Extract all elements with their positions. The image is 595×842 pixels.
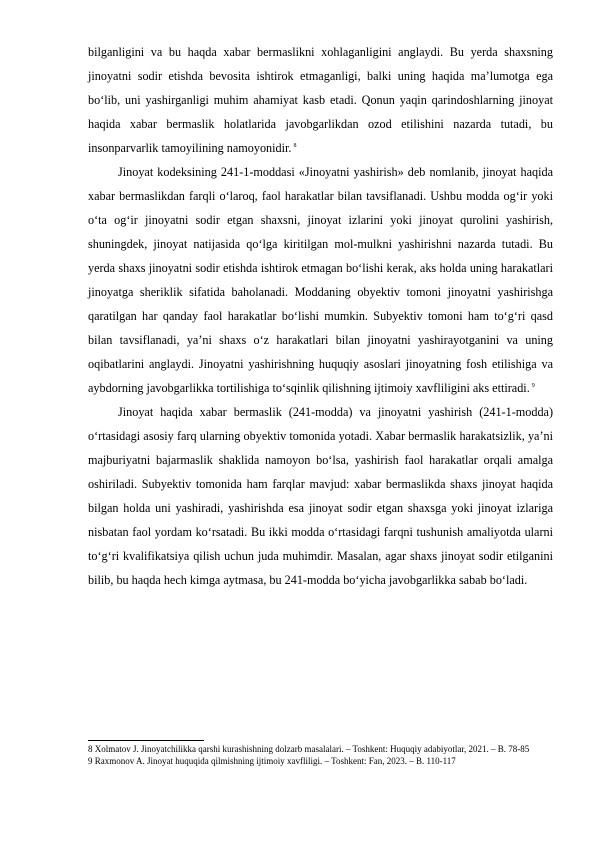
footnote-9: 9 Raxmonov A. Jinoyat huquqida qilmishning ijtimoiy xavfliligi. – Toshkent: Fan, 2023. – B. 110-117 xyxy=(88,756,456,766)
footnotes xyxy=(88,743,553,767)
paragraph-2 xyxy=(88,160,553,400)
paragraph-1 xyxy=(88,40,553,160)
footnote-8: 8 Xolmatov J. Jinoyatchilikka qarshi kurashishning dolzarb masalalari. – Toshkent: Huquqiy adabiyotlar, 2021. – B. 78-85 xyxy=(88,744,530,754)
footnote-divider xyxy=(88,740,204,741)
paragraph-3 xyxy=(88,400,553,592)
paragraph-2-text: Jinoyat kodeksining 241-1-moddasi «Jinoyatni yashirish» deb nomlanib, jinoyat haqida xabar bermaslikdan farqli oʻlaroq, faol harakatlar bilan tavsiflanadi. Ushbu modda ogʻir yoki oʻta ogʻir jinoyatni sodir etgan shaxsni, jinoyat izlarini yoki jinoyat qurolini yashirish, shuningdek, jinoyat natijasida qoʻlga kiritilgan mol-mulkni yashirishni nazarda tutadi. Bu yerda shaxs jinoyatni sodir etishda ishtirok etmagan boʻlishi kerak, aks holda uning harakatlari jinoyatga sheriklik sifatida baholanadi. Moddaning obyektiv tomoni jinoyatni yashirishga qaratilgan har qanday faol harakatlar boʻlishi mumkin. Subyektiv tomoni ham toʻgʻri qasd bilan tavsiflanadi, yaʼni shaxs oʻz harakatlari bilan jinoyatni yashirayotganini va uning oqibatlarini anglaydi. Jinoyatni yashirishning huquqiy asoslari jinoyatning fosh etilishiga va aybdorning javobgarlikka tortilishiga toʻsqinlik qilishning ijtimoiy xavfliligini aks ettiradi. xyxy=(88,165,553,395)
footnote-ref-9[interactable]: 9 xyxy=(531,382,535,389)
footnote-ref-8[interactable]: 8 xyxy=(293,142,297,149)
paragraph-3-text: Jinoyat haqida xabar bermaslik (241-modda) va jinoyatni yashirish (241-1-modda) oʻrtasidagi asosiy farq ularning obyektiv tomonida yotadi. Xabar bermaslik harakatsizlik, yaʼni majburiyatni bajarmaslik shaklida namoyon boʻlsa, yashirish faol harakatlar orqali amalga oshiriladi. Subyektiv tomonida ham farqlar mavjud: xabar bermaslikda shaxs jinoyat haqida bilgan holda uni yashiradi, yashirishda esa jinoyat sodir etgan shaxsga yoki jinoyat izlariga nisbatan faol yordam koʻrsatadi. Bu ikki modda oʻrtasidagi farqni tushunish amaliyotda ularni toʻgʻri kvalifikatsiya qilish uchun juda muhimdir. Masalan, agar shaxs jinoyat sodir etilganini bilib, bu haqda hech kimga aytmasa, bu 241-modda boʻyicha javobgarlikka sabab boʻladi. xyxy=(88,405,553,587)
page-body xyxy=(88,40,553,592)
paragraph-1-text: bilganligini va bu haqda xabar bermaslikni xohlaganligini anglaydi. Bu yerda shaxsning jinoyatni sodir etishda bevosita ishtirok etmaganligi, balki uning haqida maʼlumotga ega boʻlib, uni yashirganligi muhim ahamiyat kasb etadi. Qonun yaqin qarindoshlarning jinoyat haqida xabar bermaslik holatlarida javobgarlikdan ozod etilishini nazarda tutadi, bu insonparvarlik tamoyilining namoyonidir. xyxy=(88,45,553,155)
